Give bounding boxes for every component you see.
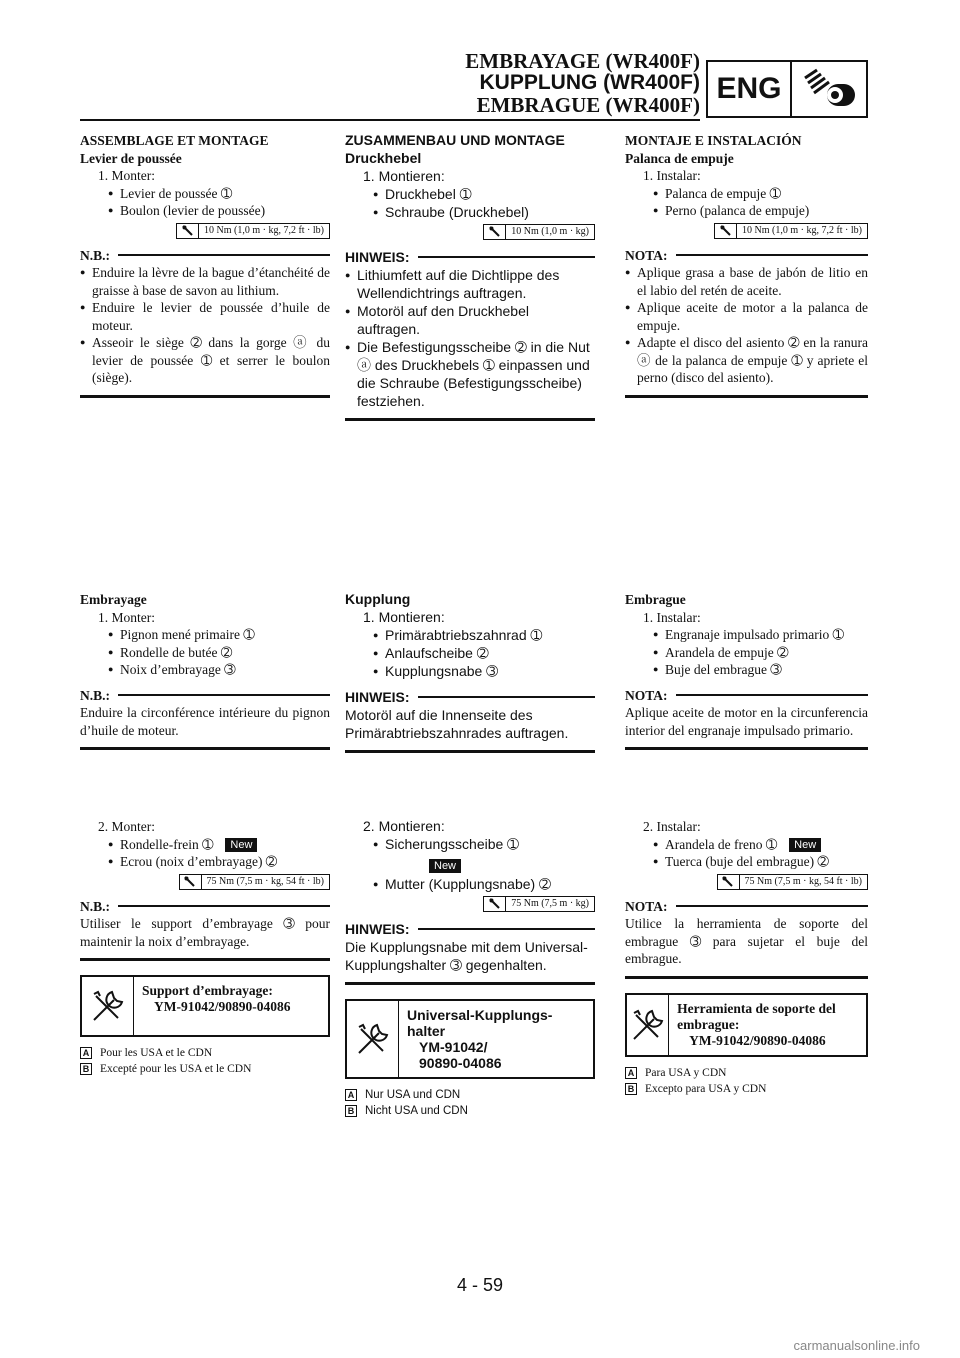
fr-bot-section <box>80 818 330 1077</box>
note-end-rule <box>345 982 595 985</box>
new-badge: New <box>429 859 461 873</box>
ref-text: Pour les USA et le CDN <box>100 1047 213 1059</box>
torque-spec <box>80 223 330 239</box>
note-text: Die Kupplungsnabe mit dem Universal-Kupplungshalter ➂ gegenhalten. <box>345 939 588 973</box>
note-header <box>345 688 595 706</box>
fr-item: ● Rondelle-frein ➀ New <box>80 836 330 854</box>
fr-item: ● Ecrou (noix d’embrayage) ➁ <box>80 853 330 871</box>
note-end-rule <box>80 958 330 961</box>
de-item: ● Anlaufscheibe ➁ <box>345 644 595 662</box>
de-subheading: Druckhebel <box>345 150 422 166</box>
note-text: Utilice la herramienta de soporte del embrague ➂ para sujetar el buje del embrague. <box>625 916 868 966</box>
es-mid-section <box>625 591 868 750</box>
de-top-section <box>345 131 595 421</box>
torque-spec <box>625 223 868 239</box>
torque-wrench-icon <box>715 224 737 238</box>
torque-value: 10 Nm (1,0 m · kg, 7,2 ft · lb) <box>742 224 862 236</box>
torque-value: 10 Nm (1,0 m · kg, 7,2 ft · lb) <box>204 224 324 236</box>
special-tool-box <box>345 999 595 1079</box>
reference-notes <box>345 1087 595 1119</box>
note-label: NOTA: <box>625 687 668 703</box>
ref-key: A <box>345 1089 357 1101</box>
note-header <box>625 687 868 705</box>
fr-step: 1. Monter: <box>98 168 155 183</box>
es-item: ● Buje del embrague ➂ <box>625 661 868 679</box>
es-bot-section <box>625 818 868 1097</box>
note-end-rule <box>625 395 868 398</box>
torque-wrench-icon <box>484 225 506 239</box>
ref-text: Nur USA und CDN <box>365 1089 461 1101</box>
es-step: 1. Instalar: <box>643 609 701 625</box>
note-item: ● Motoröl auf den Druckhebel auftragen. <box>345 302 595 338</box>
header-rule <box>80 119 700 121</box>
tool-number: YM-91042/90890-04086 <box>689 1032 826 1048</box>
torque-value: 10 Nm (1,0 m · kg) <box>511 226 589 237</box>
note-end-rule <box>345 750 595 753</box>
note-text: Enduire la circonférence intérieure du pignon d’huile de moteur. <box>80 705 330 738</box>
fr-step: 2. Monter: <box>98 819 155 834</box>
new-badge: New <box>225 838 257 852</box>
note-label: HINWEIS: <box>345 249 410 265</box>
section-label: ENG <box>708 62 792 116</box>
es-step: 1. Instalar: <box>643 168 701 183</box>
note-label: N.B.: <box>80 247 110 263</box>
ref-text: Excepto para USA y CDN <box>645 1082 767 1095</box>
note-end-rule <box>625 976 868 979</box>
de-item: ● Primärabtriebszahnrad ➀ <box>345 626 595 644</box>
ref-key: A <box>625 1067 637 1079</box>
note-text: Utiliser le support d’embrayage ➂ pour maintenir la noix d’embrayage. <box>80 916 330 949</box>
ref-key: B <box>625 1083 637 1095</box>
note-label: N.B.: <box>80 687 110 703</box>
engine-icon <box>792 62 866 116</box>
ref-text: Para USA y CDN <box>645 1066 727 1079</box>
de-bot-section <box>345 817 595 1119</box>
special-tool-box <box>625 993 868 1057</box>
torque-spec <box>345 224 595 240</box>
fr-heading: ASSEMBLAGE ET MONTAGE <box>80 133 269 148</box>
note-header <box>625 247 868 265</box>
de-heading: ZUSAMMENBAU UND MONTAGE <box>345 132 565 148</box>
tool-name: Support d’embrayage: <box>142 983 273 998</box>
note-label: NOTA: <box>625 247 668 263</box>
de-item: ● Druckhebel ➀ <box>345 185 595 203</box>
note-label: HINWEIS: <box>345 689 410 705</box>
torque-wrench-icon <box>180 875 202 889</box>
torque-spec <box>80 874 330 890</box>
note-item: ● Aplique grasa a base de jabón de litio en el labio del retén de aceite. <box>625 264 868 299</box>
fr-item: ● Rondelle de butée ➁ <box>80 644 330 662</box>
note-label: HINWEIS: <box>345 921 410 937</box>
de-item: ● Mutter (Kupplungsnabe) ➁ <box>345 875 595 893</box>
de-mid-section <box>345 590 595 753</box>
note-item: ● Lithiumfett auf die Dichtlippe des Wellendichtrings auftragen. <box>345 266 595 302</box>
new-badge: New <box>789 838 821 852</box>
tool-number: YM-91042/90890-04086 <box>154 999 291 1014</box>
tool-icon <box>347 1001 399 1077</box>
fr-item: ● Noix d’embrayage ➂ <box>80 661 330 679</box>
ref-key: B <box>345 1105 357 1117</box>
tool-number: 90890-04086 <box>419 1055 502 1071</box>
torque-spec <box>625 874 868 890</box>
de-item: ● Sicherungsscheibe ➀ <box>345 835 595 853</box>
tool-icon <box>82 977 134 1035</box>
note-end-rule <box>345 418 595 421</box>
note-header <box>345 920 595 938</box>
fr-subheading: Embrayage <box>80 592 147 607</box>
page-number: 4 - 59 <box>456 1275 504 1295</box>
tool-name: Universal-Kupplungs-halter <box>407 1007 553 1039</box>
note-text: Aplique aceite de motor en la circunferencia interior del engranaje impulsado primario. <box>625 705 868 738</box>
fr-step: 1. Monter: <box>98 609 155 625</box>
de-item: ● Kupplungsnabe ➂ <box>345 662 595 680</box>
note-header <box>80 898 330 916</box>
note-end-rule <box>80 395 330 398</box>
ref-text: Excepté pour les USA et le CDN <box>100 1063 252 1075</box>
torque-value: 75 Nm (7,5 m · kg, 54 ft · lb) <box>744 875 862 887</box>
de-subheading: Kupplung <box>345 591 411 607</box>
section-badge <box>706 60 868 118</box>
de-item: ● Schraube (Druckhebel) <box>345 203 595 221</box>
fr-mid-section <box>80 591 330 750</box>
note-label: N.B.: <box>80 898 110 914</box>
fr-top-section <box>80 132 330 398</box>
title-es: EMBRAGUE (WR400F) <box>476 93 700 117</box>
note-header <box>80 687 330 705</box>
header-titles <box>465 50 700 116</box>
es-subheading: Palanca de empuje <box>625 150 734 166</box>
torque-wrench-icon <box>718 875 740 889</box>
note-label: NOTA: <box>625 898 668 914</box>
es-item: ● Tuerca (buje del embrague) ➁ <box>625 853 868 871</box>
note-end-rule <box>80 747 330 750</box>
note-item: ● Enduire la lèvre de la bague d’étanchéité de graisse à base de savon au lithium. <box>80 264 330 299</box>
es-subheading: Embrague <box>625 592 686 607</box>
note-header <box>625 898 868 916</box>
new-badge-row <box>345 855 595 873</box>
fr-item: ● Boulon (levier de poussée) <box>80 202 330 220</box>
tool-number: YM-91042/ <box>419 1039 488 1055</box>
es-item: ● Arandela de freno ➀ New <box>625 836 868 854</box>
note-item: ● Asseoir le siège ➁ dans la gorge ⓐ du levier de poussée ➀ et serrer le boulon (siège). <box>80 334 330 387</box>
torque-value: 75 Nm (7,5 m · kg, 54 ft · lb) <box>206 875 324 887</box>
title-de: KUPPLUNG (WR400F) <box>479 71 700 94</box>
ref-key: B <box>80 1063 92 1075</box>
title-fr: EMBRAYAGE (WR400F) <box>465 49 700 73</box>
tool-icon <box>627 995 669 1055</box>
note-header <box>80 247 330 265</box>
note-text: Motoröl auf die Innenseite des Primärabtriebszahnrades auftragen. <box>345 707 569 741</box>
es-item: ● Arandela de empuje ➁ <box>625 644 868 662</box>
es-heading: MONTAJE E INSTALACIÓN <box>625 133 802 148</box>
fr-subheading: Levier de poussée <box>80 150 182 166</box>
ref-text: Nicht USA und CDN <box>365 1105 468 1117</box>
note-header <box>345 248 595 266</box>
torque-value: 75 Nm (7,5 m · kg) <box>511 898 589 909</box>
note-item: ● Aplique aceite de motor a la palanca de empuje. <box>625 299 868 334</box>
tool-name: Herramienta de soporte del embrague: <box>677 1000 836 1032</box>
es-item: ● Perno (palanca de empuje) <box>625 202 868 220</box>
torque-spec <box>345 896 595 912</box>
note-item: ● Adapte el disco del asiento ➁ en la ranura ⓐ de la palanca de empuje ➀ y apriete el perno (disco del asiento). <box>625 334 868 387</box>
es-top-section <box>625 132 868 398</box>
ref-key: A <box>80 1047 92 1059</box>
note-item: ● Enduire le levier de poussée d’huile de moteur. <box>80 299 330 334</box>
de-step: 1. Montieren: <box>363 609 445 625</box>
torque-wrench-icon <box>177 224 199 238</box>
watermark-text: carmanualsonline.info <box>793 1338 920 1353</box>
es-item: ● Engranaje impulsado primario ➀ <box>625 626 868 644</box>
de-step: 1. Montieren: <box>363 168 445 184</box>
reference-notes <box>625 1065 868 1097</box>
de-step: 2. Montieren: <box>363 818 445 834</box>
fr-item: ● Pignon mené primaire ➀ <box>80 626 330 644</box>
reference-notes <box>80 1045 330 1077</box>
note-end-rule <box>625 747 868 750</box>
es-step: 2. Instalar: <box>643 819 701 834</box>
es-item: ● Palanca de empuje ➀ <box>625 185 868 203</box>
special-tool-box <box>80 975 330 1037</box>
torque-wrench-icon <box>484 897 506 911</box>
note-item: ● Die Befestigungsscheibe ➁ in die Nut ⓐ des Druckhebels ➀ einpassen und die Schraube (Befestigungsscheibe) festziehen. <box>345 338 595 410</box>
fr-item: ● Levier de poussée ➀ <box>80 185 330 203</box>
